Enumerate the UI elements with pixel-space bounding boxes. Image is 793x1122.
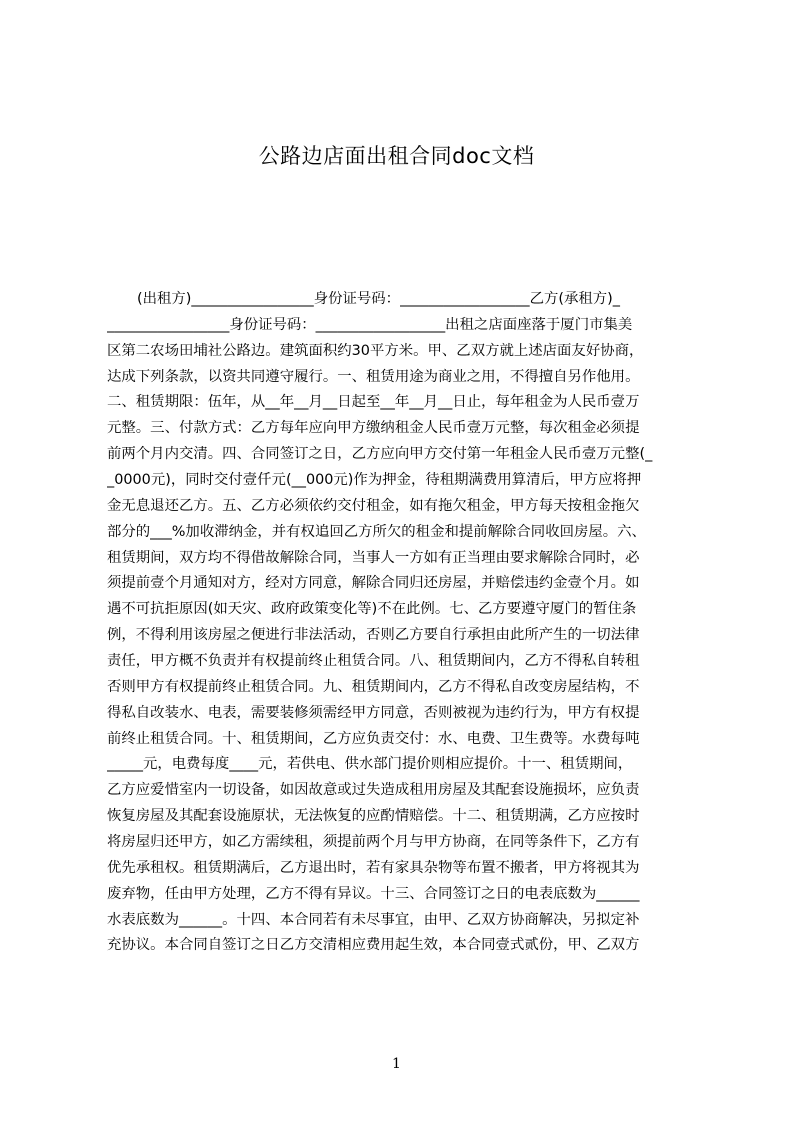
- body-line: 达成下列条款，以资共同遵守履行。一、租赁用途为商业之用，不得擅自另作他用。: [107, 368, 640, 385]
- body-line: 否则甲方有权提前终止租赁合同。九、租赁期间内，乙方不得私自改变房屋结构，不: [107, 678, 640, 695]
- body-line: 乙方应爱惜室内一切设备，如因故意或过失造成租用房屋及其配套设施损坏，应负责: [107, 782, 640, 799]
- body-line: 优先承租权。租赁期满后，乙方退出时，若有家具杂物等布置不搬者，甲方将视其为: [107, 859, 640, 876]
- body-line: 二、租赁期限：伍年，从__年__月__日起至__年__月__日止，每年租金为人民币壹万: [107, 394, 640, 411]
- body-line: 充协议。本合同自签订之日乙方交清相应费用起生效，本合同壹式贰份，甲、乙双方: [107, 937, 640, 954]
- body-line: 元整。三、付款方式：乙方每年应向甲方缴纳租金人民币壹万元整，每次租金必须提: [107, 420, 640, 437]
- body-line: 得私自改装水、电表，需要装修须需经甲方同意，否则被视为违约行为，甲方有权提: [107, 704, 640, 721]
- body-line: 水表底数为______。十四、本合同若有未尽事宜，由甲、乙双方协商解决，另拟定补: [107, 911, 640, 928]
- body-line: (出租方)_________________身份证号码：__________________乙方(承租方)_: [137, 291, 620, 307]
- body-line: _________________身份证号码：__________________出租之店面座落于厦门市集美: [107, 316, 633, 333]
- body-line: 租赁期间，双方均不得借故解除合同，当事人一方如有正当理由要求解除合同时，必: [107, 549, 640, 566]
- body-line: 将房屋归还甲方，如乙方需续租，须提前两个月与甲方协商，在同等条件下，乙方有: [107, 834, 640, 851]
- body-line: 责任，甲方概不负责并有权提前终止租赁合同。八、租赁期间内，乙方不得私自转租: [107, 653, 640, 670]
- body-line: 恢复房屋及其配套设施原状，无法恢复的应酌情赔偿。十二、租赁期满，乙方应按时: [107, 808, 640, 825]
- body-line: 部分的___%加收滞纳金，并有权追回乙方所欠的租金和提前解除合同收回房屋。六、: [107, 523, 646, 540]
- body-line: 废弃物，任由甲方处理，乙方不得有异议。十三、合同签订之日的电表底数为______: [107, 885, 640, 902]
- body-line: 金无息退还乙方。五、乙方必须依约交付租金，如有拖欠租金，甲方每天按租金拖欠: [107, 497, 640, 514]
- body-line: 例，不得利用该房屋之便进行非法活动，否则乙方要自行承担由此所产生的一切法律: [107, 627, 640, 644]
- page-number: 1: [392, 1056, 401, 1072]
- body-line: 前终止租赁合同。十、租赁期间，乙方应负责交付：水、电费、卫生费等。水费每吨: [107, 730, 640, 747]
- document-title: 公路边店面出租合同doc文档: [258, 144, 535, 168]
- body-line: 区第二农场田埔社公路边。建筑面积约30平方米。甲、乙双方就上述店面友好协商，: [107, 342, 644, 359]
- contract-body: [107, 287, 698, 959]
- body-line: _____元，电费每度____元，若供电、供水部门提价则相应提价。十一、租赁期间，: [107, 756, 633, 773]
- body-line: _0000元)，同时交付壹仟元(__000元)作为押金，待租期满费用算清后，甲方应将押: [107, 472, 642, 489]
- body-line: 前两个月内交清。四、合同签订之日，乙方应向甲方交付第一年租金人民币壹万元整(_: [107, 446, 653, 463]
- body-line: 遇不可抗拒原因(如天灾、政府政策变化等)不在此例。七、乙方要遵守厦门的暂住条: [107, 601, 637, 618]
- body-line: 须提前壹个月通知对方，经对方同意，解除合同归还房屋，并赔偿违约金壹个月。如: [107, 575, 640, 592]
